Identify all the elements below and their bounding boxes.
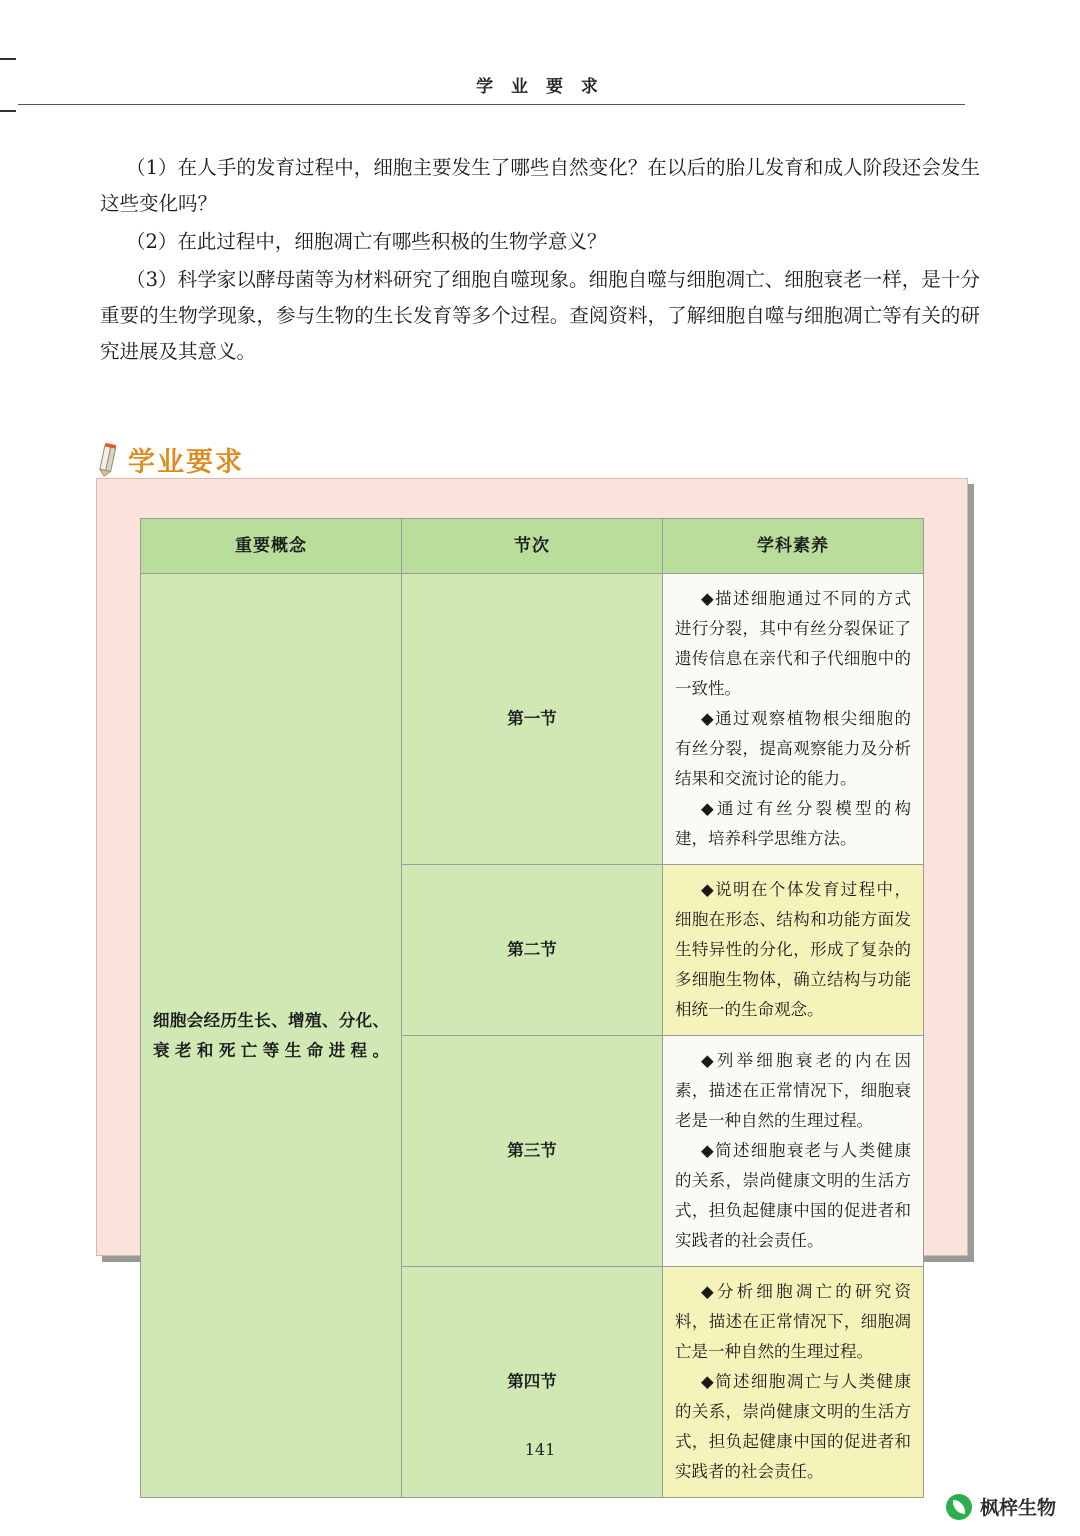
question-item: （2）在此过程中，细胞凋亡有哪些积极的生物学意义？ (126, 230, 607, 253)
header-rule (18, 104, 965, 105)
section-label: 第二节 (507, 940, 557, 959)
competency-cell (663, 1036, 924, 1267)
section-cell (402, 865, 663, 1036)
competency-item: ◆描述细胞通过不同的方式进行分裂，其中有丝分裂保证了遗传信息在亲代和子代细胞中的一致性。 (675, 589, 911, 698)
question-item: （1）在人手的发育过程中，细胞主要发生了哪些自然变化？在以后的胎儿发育和成人阶段还会发生这些变化吗？ (100, 156, 980, 215)
competency-cell (663, 865, 924, 1036)
page-number: 141 (524, 1440, 556, 1459)
section-title: 学业要求 (128, 447, 244, 478)
table-header-row (141, 519, 924, 574)
pencil-icon (95, 441, 124, 479)
question-list (100, 150, 980, 372)
competency-item: ◆分析细胞凋亡的研究资料，描述在正常情况下，细胞凋亡是一种自然的生理过程。 (675, 1282, 911, 1361)
column-header-concept: 重要概念 (141, 519, 402, 574)
competency-item: ◆列举细胞衰老的内在因素，描述在正常情况下，细胞衰老是一种自然的生理过程。 (675, 1051, 911, 1130)
watermark-text: 枫梓生物 (979, 1497, 1056, 1519)
question-item: （3）科学家以酵母菌等为材料研究了细胞自噬现象。细胞自噬与细胞凋亡、细胞衰老一样，是十分重要的生物学现象，参与生物的生长发育等多个过程。查阅资料，了解细胞自噬与细胞凋亡等有关的研究进展及其意义。 (100, 268, 980, 363)
competency-item: ◆通过观察植物根尖细胞的有丝分裂，提高观察能力及分析结果和交流讨论的能力。 (675, 709, 911, 788)
competency-cell (663, 574, 924, 865)
competency-item: ◆说明在个体发育过程中，细胞在形态、结构和功能方面发生特异性的分化，形成了复杂的多细胞生物体，确立结构与功能相统一的生命观念。 (675, 880, 911, 1019)
section-cell (402, 1267, 663, 1498)
competency-item: ◆简述细胞凋亡与人类健康的关系，崇尚健康文明的生活方式，担负起健康中国的促进者和实践者的社会责任。 (675, 1372, 911, 1481)
competency-item: ◆通过有丝分裂模型的构建，培养科学思维方法。 (675, 799, 911, 848)
section-cell (402, 574, 663, 865)
competency-item: ◆简述细胞衰老与人类健康的关系，崇尚健康文明的生活方式，担负起健康中国的促进者和实践者的社会责任。 (675, 1141, 911, 1250)
running-head: 学 业 要 求 (476, 77, 604, 97)
section-heading (98, 440, 244, 479)
section-label: 第一节 (507, 709, 557, 728)
section-label: 第四节 (507, 1372, 557, 1391)
leaf-logo-icon (946, 1494, 972, 1520)
column-header-section: 节次 (402, 519, 663, 574)
competency-cell (663, 1267, 924, 1498)
column-header-competency: 学科素养 (663, 519, 924, 574)
watermark (946, 1493, 1056, 1520)
concept-cell: 细胞会经历生长、增殖、分化、衰老和死亡等生命进程。 (141, 574, 402, 1498)
academic-requirements-table (140, 518, 924, 1498)
section-cell (402, 1036, 663, 1267)
section-label: 第三节 (507, 1141, 557, 1160)
crop-mark-top (0, 58, 16, 60)
table-row (141, 574, 924, 865)
crop-mark-bottom (0, 110, 16, 112)
